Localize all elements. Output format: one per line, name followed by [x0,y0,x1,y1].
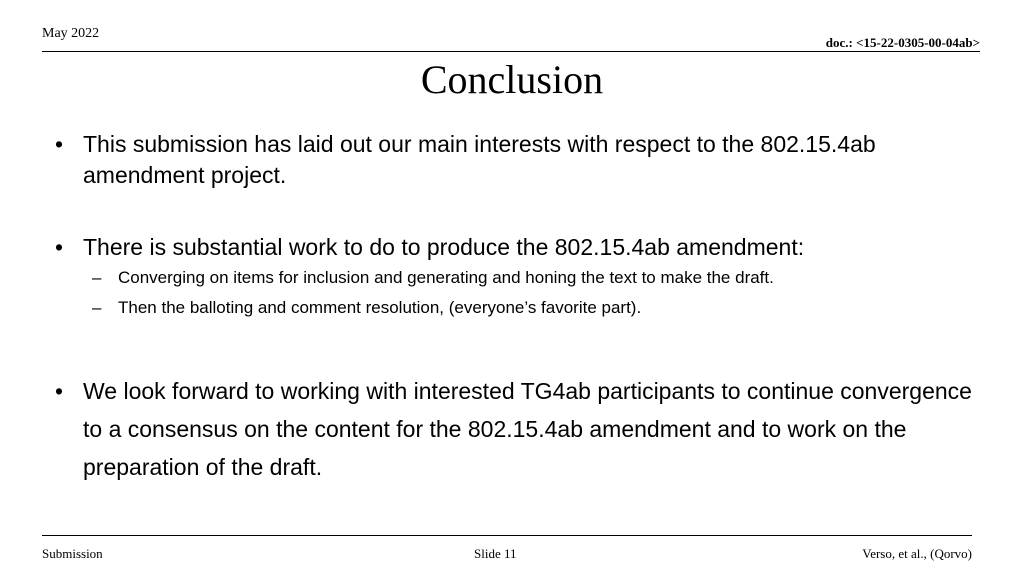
slide-title: Conclusion [420,57,604,102]
slide-number: Slide 11 [474,546,517,561]
sub-bullet-marker: – [92,298,102,317]
document-id: doc.: <15-22-0305-00-04ab> [825,35,980,50]
sub-bullet-item [92,267,972,289]
bullet-item [55,129,975,191]
bullet-text: We look forward to working with interested TG4ab participants to continue convergence to a consensus on the content for the 802.15.4ab amendment and to work on the preparation of the draft. [83,378,972,480]
footer-authors: Verso, et al., (Qorvo) [862,546,972,561]
sub-bullet-text: Converging on items for inclusion and generating and honing the text to make the draft. [118,268,774,287]
bullet-marker: • [55,131,64,157]
sub-bullet-marker: – [92,268,102,287]
bullet-item [55,372,975,486]
sub-bullet-item [92,297,972,319]
sub-bullet-text: Then the balloting and comment resolution, (everyone’s favorite part). [118,298,642,317]
header-date: May 2022 [42,26,100,41]
bullet-text: This submission has laid out our main interests with respect to the 802.15.4ab amendment project. [83,131,876,188]
footer-divider [42,535,972,536]
bullet-marker: • [55,378,64,404]
bullet-marker: • [55,234,64,260]
header-divider [42,51,980,52]
bullet-item [55,233,975,262]
bullet-text: There is substantial work to do to produce the 802.15.4ab amendment: [83,234,805,260]
footer-submission: Submission [42,546,103,561]
